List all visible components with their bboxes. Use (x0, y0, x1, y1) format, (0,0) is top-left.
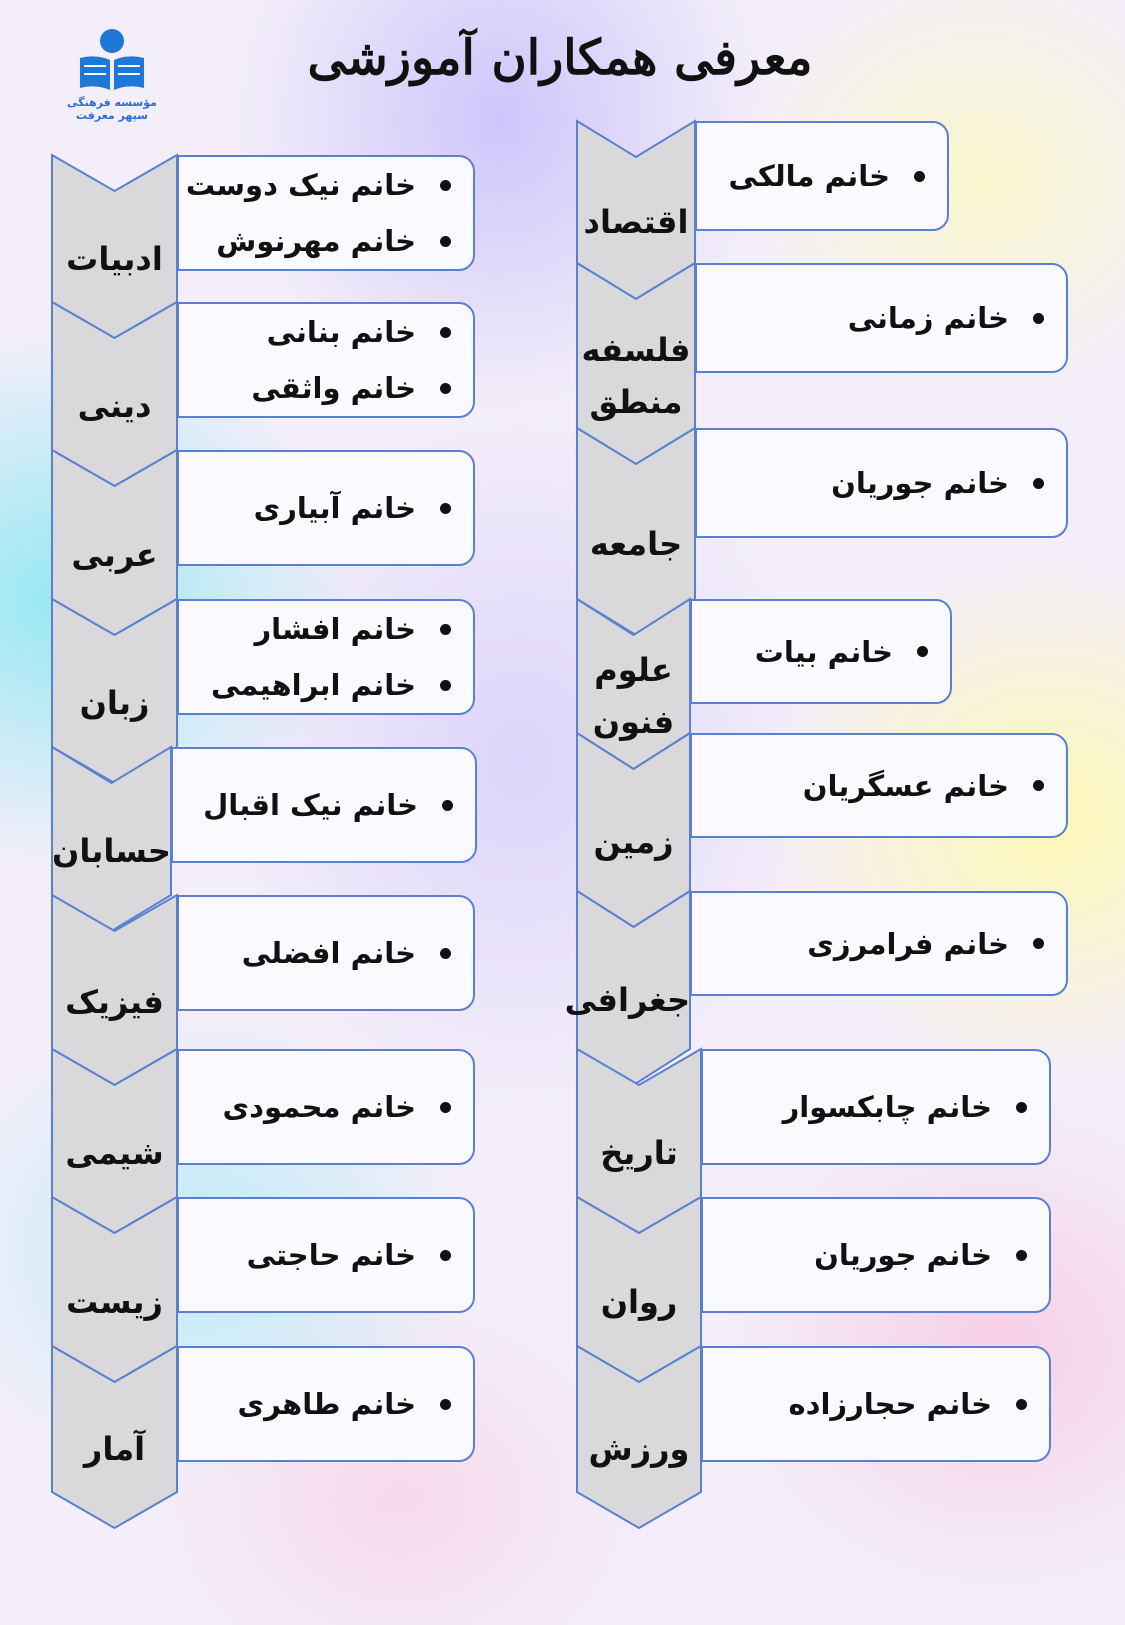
teacher-box (701, 1197, 1051, 1313)
teacher-item (179, 157, 451, 213)
teacher-name: خانم مهرنوش (216, 224, 416, 258)
teacher-item (697, 449, 1044, 517)
teacher-name: خانم بیات (754, 634, 893, 669)
subject-label (52, 677, 177, 729)
teacher-box (177, 155, 475, 271)
teacher-box (690, 891, 1068, 996)
teacher-item (179, 601, 451, 657)
subject-line: ادبیات (66, 239, 163, 278)
teacher-name: خانم افضلی (241, 936, 416, 970)
subject-line: تاریخ (600, 1134, 678, 1172)
page-title: معرفی همکاران آموزشی (307, 30, 813, 86)
teacher-box (177, 895, 475, 1011)
subject-line: اقتصاد (583, 203, 689, 241)
subject-label (577, 196, 695, 248)
bullet-icon (440, 624, 451, 635)
subject-line: جامعه (589, 524, 683, 563)
teacher-name: خانم جوریان (831, 466, 1009, 500)
teacher-name: خانم جوریان (814, 1238, 992, 1272)
teacher-box (701, 1346, 1051, 1462)
teacher-name: خانم عسگریان (802, 768, 1009, 803)
teacher-name: خانم آبیاری (253, 491, 416, 525)
subject-line: زمین (593, 823, 674, 861)
teacher-box (690, 599, 952, 704)
subject-line: فنون (592, 703, 675, 741)
logo-line-2: سپهر معرفت (76, 109, 148, 122)
teacher-box (177, 450, 475, 566)
teacher-box (177, 1197, 475, 1313)
teacher-box (695, 121, 949, 231)
subject-line: ورزش (588, 1430, 690, 1468)
teacher-item (692, 910, 1044, 978)
teacher-item (179, 213, 451, 269)
subject-line: منطق (589, 382, 683, 421)
teacher-item (179, 1370, 451, 1438)
teacher-name: خانم زمانی (847, 301, 1009, 335)
subject-line: حسابان (52, 832, 171, 870)
bullet-icon (1033, 313, 1044, 324)
subject-line: فیزیک (65, 983, 164, 1021)
subject-line: زیست (66, 1282, 163, 1321)
teacher-name: خانم طاهری (237, 1387, 416, 1421)
teacher-box (695, 428, 1068, 538)
teacher-item (697, 142, 925, 210)
teacher-item (697, 284, 1044, 352)
subject-label (577, 518, 695, 570)
subject-label (577, 1276, 701, 1328)
logo-line-1: مؤسسه فرهنگی (67, 96, 157, 109)
teacher-box (177, 599, 475, 715)
teacher-box (695, 263, 1068, 373)
subject-label (577, 1127, 701, 1179)
bullet-icon (440, 1399, 451, 1410)
teacher-item (179, 657, 451, 713)
subject-label (52, 1423, 177, 1475)
bullet-icon (1033, 478, 1044, 489)
teacher-name: خانم نیک اقبال (203, 788, 418, 822)
bullet-icon (440, 503, 451, 514)
teacher-box (177, 1049, 475, 1165)
teacher-name: خانم افشار (254, 612, 416, 646)
teacher-box (701, 1049, 1051, 1165)
teacher-name: خانم نیک دوست (185, 168, 416, 202)
subject-label (52, 1276, 177, 1328)
bullet-icon (1033, 780, 1044, 791)
teacher-name: خانم بنانی (266, 315, 416, 349)
teacher-box (171, 747, 477, 863)
bullet-icon (442, 800, 453, 811)
bullet-icon (440, 1250, 451, 1261)
teacher-item (179, 360, 451, 416)
subject-label (564, 974, 690, 1026)
teacher-item (692, 752, 1044, 820)
logo (64, 28, 160, 122)
subject-label (52, 233, 177, 285)
teacher-item (179, 919, 451, 987)
subject-label (52, 380, 177, 432)
subject-label (52, 825, 171, 877)
teacher-item (703, 1221, 1027, 1289)
teacher-item (179, 1221, 451, 1289)
teacher-item (703, 1073, 1027, 1141)
teacher-name: خانم حاجتی (246, 1238, 416, 1272)
subject-line: فلسفه (581, 330, 691, 369)
teacher-item (179, 304, 451, 360)
bullet-icon (1016, 1250, 1027, 1261)
bullet-icon (440, 236, 451, 247)
bullet-icon (1033, 938, 1044, 949)
bullet-icon (914, 171, 925, 182)
teacher-name: خانم حجارزاده (788, 1387, 992, 1421)
bullet-icon (440, 680, 451, 691)
teacher-item (173, 771, 453, 839)
subject-label (52, 1127, 177, 1179)
teacher-item (179, 1073, 451, 1141)
subject-label (52, 529, 177, 581)
subject-label (577, 816, 690, 868)
subject-line: علوم (594, 651, 673, 689)
subject-line: زبان (79, 684, 150, 722)
subject-label (52, 976, 177, 1028)
teacher-name: خانم ابراهیمی (210, 668, 416, 702)
bullet-icon (917, 646, 928, 657)
teacher-name: خانم واثقی (251, 371, 416, 405)
bullet-icon (1016, 1399, 1027, 1410)
bullet-icon (440, 1102, 451, 1113)
subject-line: آمار (83, 1430, 146, 1468)
teacher-item (179, 474, 451, 542)
bullet-icon (440, 948, 451, 959)
teacher-box (690, 733, 1068, 838)
teacher-name: خانم چابکسوار (782, 1090, 992, 1124)
subject-line: دینی (77, 387, 152, 425)
bullet-icon (1016, 1102, 1027, 1113)
bullet-icon (440, 180, 451, 191)
teacher-item (692, 618, 928, 686)
bullet-icon (440, 383, 451, 394)
teacher-item (703, 1370, 1027, 1438)
subject-line: جغرافی (564, 981, 690, 1019)
teacher-name: خانم فرامرزی (807, 926, 1009, 961)
subject-line: روان (600, 1282, 678, 1321)
subject-label (577, 1423, 701, 1475)
teacher-name: خانم محمودی (222, 1090, 416, 1124)
teacher-box (177, 302, 475, 418)
subject-line: شیمی (65, 1134, 164, 1172)
book-person-icon (72, 28, 152, 96)
teacher-box (177, 1346, 475, 1462)
subject-label (577, 324, 695, 428)
subject-line: عربی (71, 535, 158, 574)
teacher-name: خانم مالکی (728, 159, 890, 193)
bullet-icon (440, 327, 451, 338)
